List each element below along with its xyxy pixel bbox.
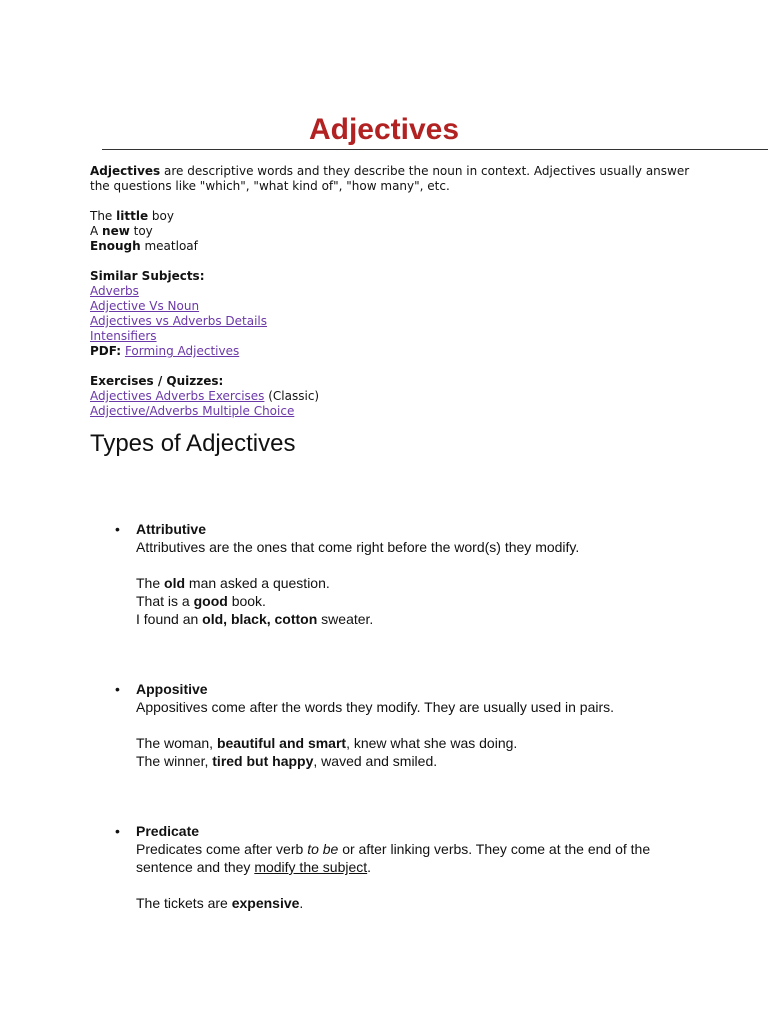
- description-underlined: modify the subject: [254, 859, 368, 875]
- example-text: , knew what she was doing.: [346, 735, 518, 751]
- similar-subjects-label: Similar Subjects:: [90, 269, 205, 283]
- intro-paragraph: [90, 164, 690, 194]
- example-adjective: old, black, cotton: [202, 611, 318, 627]
- bullet-icon: •: [115, 823, 120, 839]
- example-line: [90, 224, 690, 239]
- example-adjective: Enough: [90, 239, 141, 253]
- bullet-icon: •: [115, 681, 120, 697]
- type-description: [136, 840, 696, 876]
- example-text: The winner,: [136, 753, 213, 769]
- example-text: man asked a question.: [185, 575, 330, 591]
- example-line: [136, 894, 696, 912]
- link-adjectives-adverbs-exercises[interactable]: Adjectives Adverbs Exercises: [90, 389, 265, 403]
- bullet-icon: •: [115, 521, 120, 537]
- intro-text: are descriptive words and they describe the noun in context. Adjectives usually answer the questions like "which", "what kind of", "how many", etc.: [90, 164, 690, 193]
- example-adjective: tired but happy: [212, 753, 314, 769]
- link-adjectives-vs-adverbs-details[interactable]: Adjectives vs Adverbs Details: [90, 314, 268, 328]
- pdf-line: [90, 344, 690, 359]
- example-line: [90, 239, 690, 254]
- intro-lead-term: Adjectives: [90, 164, 161, 178]
- type-description: Appositives come after the words they modify. They are usually used in pairs.: [136, 699, 615, 715]
- example-text: The: [90, 209, 117, 223]
- example-line: [90, 209, 690, 224]
- type-name: Predicate: [136, 823, 200, 839]
- link-adverbs[interactable]: Adverbs: [90, 284, 139, 298]
- example-text: I found an: [136, 611, 203, 627]
- example-adjective: beautiful and smart: [216, 735, 347, 751]
- intro-section: [90, 164, 690, 419]
- list-item-appositive: [115, 680, 696, 770]
- example-adjective: little: [116, 209, 149, 223]
- link-adjective-vs-noun[interactable]: Adjective Vs Noun: [90, 299, 200, 313]
- exercises-heading: [90, 374, 690, 389]
- example-line: [136, 752, 696, 770]
- example-adjective: new: [102, 224, 130, 238]
- link-intensifiers[interactable]: Intensifiers: [90, 329, 157, 343]
- title-divider: [102, 149, 768, 150]
- example-line: [136, 592, 696, 610]
- example-text: .: [299, 895, 304, 911]
- example-line: [136, 610, 696, 628]
- example-text: The woman,: [136, 735, 217, 751]
- example-text: A: [90, 224, 103, 238]
- example-text: toy: [129, 224, 153, 238]
- type-description: Attributives are the ones that come right before the word(s) they modify.: [136, 539, 580, 555]
- type-name: Appositive: [136, 681, 208, 697]
- similar-subjects-heading: [90, 269, 690, 284]
- example-text: The tickets are: [136, 895, 232, 911]
- description-text: or after linking verbs. They come at the end of the sentence and they: [136, 841, 651, 875]
- example-line: [136, 574, 696, 592]
- types-list: [115, 520, 696, 912]
- example-text: That is a: [136, 593, 194, 609]
- example-text: meatloaf: [140, 239, 198, 253]
- example-adjective: expensive: [231, 895, 300, 911]
- example-adjective: good: [193, 593, 228, 609]
- example-text: The: [136, 575, 165, 591]
- exercises-label: Exercises / Quizzes:: [90, 374, 224, 388]
- list-item-predicate: [115, 822, 696, 912]
- example-text: sweater.: [317, 611, 374, 627]
- example-text: book.: [227, 593, 266, 609]
- example-line: [136, 734, 696, 752]
- page-title: Adjectives: [308, 113, 460, 146]
- pdf-label: PDF:: [90, 344, 122, 358]
- types-heading: Types of Adjectives: [90, 430, 296, 457]
- description-text: .: [367, 859, 372, 875]
- description-text: Predicates come after verb: [136, 841, 308, 857]
- link-adjective-adverbs-multiple-choice[interactable]: Adjective/Adverbs Multiple Choice: [90, 404, 295, 418]
- exercise-line: [90, 389, 690, 404]
- type-name: Attributive: [136, 521, 206, 537]
- exercise-note: (Classic): [264, 389, 320, 403]
- example-text: , waved and smiled.: [313, 753, 438, 769]
- example-text: boy: [148, 209, 174, 223]
- list-item-attributive: [115, 520, 696, 628]
- link-forming-adjectives-pdf[interactable]: Forming Adjectives: [124, 344, 240, 358]
- description-italic: to be: [307, 841, 339, 857]
- example-adjective: old: [164, 575, 186, 591]
